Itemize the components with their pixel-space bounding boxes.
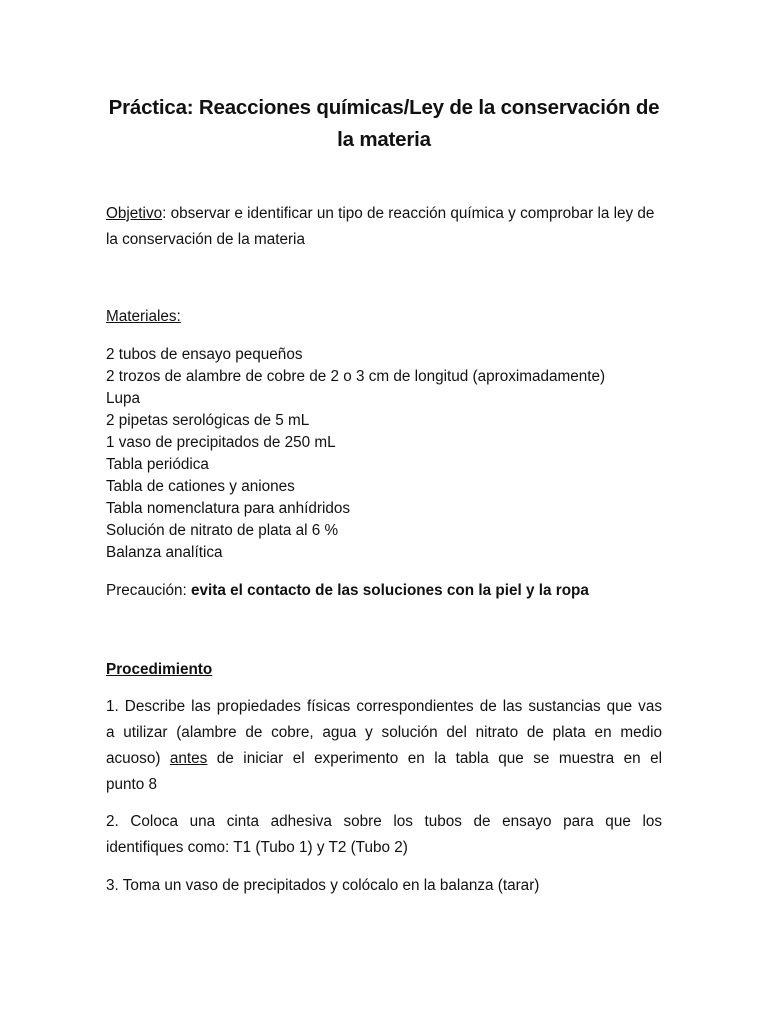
- step-3-line: 3. Toma un vaso de precipitados y colócalo en la balanza (tarar): [106, 877, 540, 894]
- step-2-line: identifiques como: T1 (Tubo 1) y T2 (Tubo 2): [106, 839, 408, 856]
- step-1-line: a utilizar (alambre de cobre, agua y solución del nitrato de plata en medio: [106, 724, 662, 741]
- list-item: Solución de nitrato de plata al 6 %: [106, 522, 339, 539]
- list-item: 2 trozos de alambre de cobre de 2 o 3 cm de longitud (aproximadamente): [106, 368, 606, 385]
- precaucion-label: Precaución:: [106, 582, 192, 599]
- list-item: 2 tubos de ensayo pequeños: [106, 346, 303, 363]
- step-1-line: punto 8: [106, 776, 158, 793]
- step-1-line: [106, 746, 662, 772]
- list-item: 2 pipetas serológicas de 5 mL: [106, 412, 310, 429]
- step-1-line: 1. Describe las propiedades físicas correspondientes de las sustancias que vas: [106, 698, 662, 715]
- document-title: Práctica: Reacciones químicas/Ley de la conservación de la materia: [108, 96, 660, 151]
- objetivo-label: Objetivo: [106, 205, 163, 222]
- step-1-text: acuoso): [106, 750, 170, 767]
- list-item: 1 vaso de precipitados de 250 mL: [106, 434, 336, 451]
- materials-list: [106, 344, 662, 564]
- list-item: Tabla periódica: [106, 456, 209, 473]
- step-2-line: 2. Coloca una cinta adhesiva sobre los tubos de ensayo para que los: [106, 813, 662, 830]
- materiales-heading: Materiales:: [106, 308, 181, 325]
- procedure-step-1: [106, 694, 662, 798]
- step-1-emphasis: antes: [169, 750, 208, 767]
- list-item: Tabla de cationes y aniones: [106, 478, 295, 495]
- step-1-text: de iniciar el experimento en la tabla que se muestra en el: [207, 750, 663, 767]
- objetivo-paragraph: [106, 201, 662, 253]
- procedure-step-3: [106, 873, 662, 899]
- document-page: [106, 92, 663, 894]
- list-item: Tabla nomenclatura para anhídridos: [106, 500, 351, 517]
- objetivo-text: : observar e identificar un tipo de reacción química y comprobar la ley de la conservación de la materia: [106, 205, 655, 248]
- list-item: Lupa: [106, 390, 141, 407]
- precaucion-paragraph: [106, 578, 662, 604]
- precaucion-text: evita el contacto de las soluciones con la piel y la ropa: [191, 582, 589, 599]
- list-item: Balanza analítica: [106, 544, 223, 561]
- procedimiento-heading: Procedimiento: [106, 661, 213, 678]
- procedure-step-2: [106, 809, 662, 861]
